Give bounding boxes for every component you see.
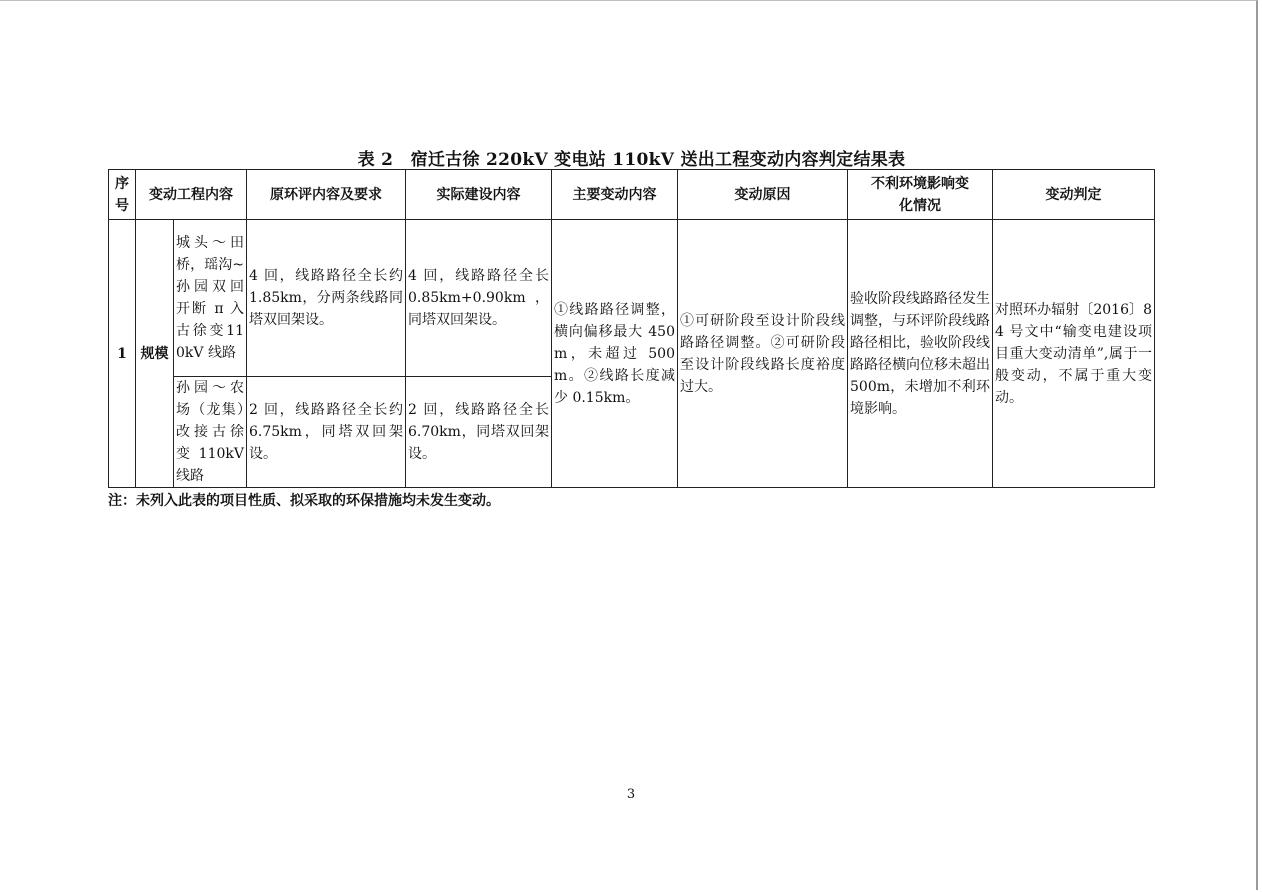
main-change: ①线路路径调整，横向偏移最大 450m，未超过 500m。②线路长度减少 0.15km。 [552,220,678,488]
judgement: 对照环办辐射〔2016〕84 号文中“输变电建设项目重大变动清单”,属于一般变动，不属于重大变动。 [993,220,1155,488]
header-reason: 变动原因 [678,170,848,220]
header-judgement: 变动判定 [993,170,1155,220]
line2-actual: 2 回，线路路径全长 6.70km，同塔双回架设。 [406,377,552,488]
header-content: 变动工程内容 [136,170,247,220]
header-main-change: 主要变动内容 [552,170,678,220]
header-seq: 序号 [109,170,136,220]
header-actual: 实际建设内容 [406,170,552,220]
change-judgement-table [108,169,1155,488]
line2-name: 孙园～农场（龙集）改接古徐变 110kV 线路 [174,377,247,488]
env-impact: 验收阶段线路路径发生调整，与环评阶段线路路径相比，验收阶段线路路径横向位移未超出500m，未增加不利环境影响。 [848,220,993,488]
line2-original: 2 回，线路路径全长约 6.75km，同塔双回架设。 [247,377,406,488]
line1-original: 4 回，线路路径全长约 1.85km，分两条线路同塔双回架设。 [247,220,406,377]
row-seq: 1 [109,220,136,488]
change-reason: ①可研阶段至设计阶段线路路径调整。②可研阶段至设计阶段线路长度裕度过大。 [678,220,848,488]
line1-actual: 4 回，线路路径全长 0.85km+0.90km，同塔双回架设。 [406,220,552,377]
header-env-impact: 不利环境影响变化情况 [848,170,993,220]
line1-name: 城头～田桥，瑶沟~孙园双回开断 π 入古徐变110kV 线路 [174,220,247,377]
page-number: 3 [626,787,636,802]
row-scope: 规模 [136,220,174,488]
table-row [109,220,1155,377]
table-caption: 表 2 宿迁古徐 220kV 变电站 110kV 送出工程变动内容判定结果表 [357,150,906,170]
table-note: 注：未列入此表的项目性质、拟采取的环保措施均未发生变动。 [108,493,500,509]
header-original: 原环评内容及要求 [247,170,406,220]
header-row [109,170,1155,220]
